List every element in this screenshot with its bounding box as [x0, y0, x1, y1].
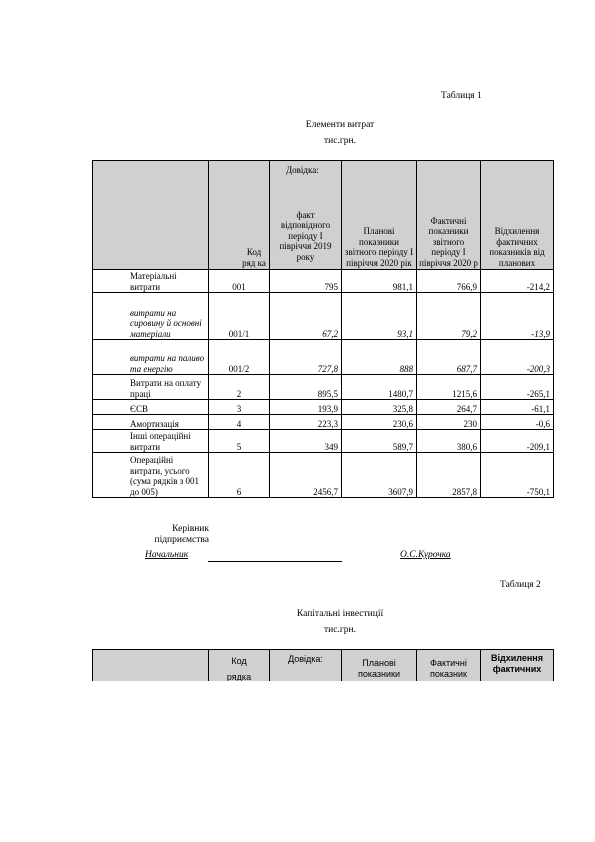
table-row	[93, 430, 554, 453]
row-planned: 589,7	[342, 430, 417, 453]
header-name	[93, 161, 209, 270]
table2-title: Капітальні інвестиції	[296, 609, 384, 619]
t2-header-reference: Довідка:	[270, 650, 342, 682]
table2-label: Таблиця 2	[500, 580, 541, 590]
row-code: 001	[209, 270, 270, 293]
row-name: Амортизація	[93, 415, 209, 430]
investments-table	[92, 649, 554, 681]
row-actual: 264,7	[417, 400, 481, 415]
header-deviation: Відхилення фактичних показників від планових	[481, 161, 554, 270]
row-actual: 766,9	[417, 270, 481, 293]
header-fact-prev: Довідка: факт відповідного періоду І півріччя 2019 року	[270, 161, 342, 270]
row-deviation: -750,1	[481, 453, 554, 498]
row-actual: 230	[417, 415, 481, 430]
row-fact-prev: 795	[270, 270, 342, 293]
header-reference: Довідка:	[286, 165, 319, 175]
row-code: 6	[209, 453, 270, 498]
row-actual: 687,7	[417, 340, 481, 375]
row-actual: 79,2	[417, 293, 481, 340]
signatory-name: О.С.Курочка	[400, 550, 451, 560]
table-row	[93, 453, 554, 498]
row-fact-prev: 895,5	[270, 375, 342, 400]
row-deviation: -209,1	[481, 430, 554, 453]
row-planned: 1480,7	[342, 375, 417, 400]
row-code: 2	[209, 375, 270, 400]
row-code: 4	[209, 415, 270, 430]
row-planned: 93,1	[342, 293, 417, 340]
table1-label: Таблиця 1	[441, 91, 482, 101]
row-fact-prev: 193,9	[270, 400, 342, 415]
row-deviation: -200,3	[481, 340, 554, 375]
row-name: Операційні витрати, усього (сума рядків з 001 до 005)	[93, 453, 209, 498]
row-fact-prev: 223,3	[270, 415, 342, 430]
row-actual: 1215,6	[417, 375, 481, 400]
table2-units: тис.грн.	[324, 625, 356, 635]
row-code: 3	[209, 400, 270, 415]
row-deviation: -61,1	[481, 400, 554, 415]
table2-clip	[92, 649, 554, 681]
header-code: Код ряд ка	[209, 161, 270, 270]
row-planned: 325,8	[342, 400, 417, 415]
row-actual: 2857,8	[417, 453, 481, 498]
row-planned: 981,1	[342, 270, 417, 293]
table-row	[93, 400, 554, 415]
t2-header-name	[93, 650, 209, 682]
row-planned: 230,6	[342, 415, 417, 430]
signatory-position: Начальник	[145, 550, 189, 560]
row-name: Інші операційні витрати	[93, 430, 209, 453]
row-name: витрати на паливо та енергію	[93, 340, 209, 375]
t2-header-planned: Планові показники	[342, 650, 417, 682]
row-code: 5	[209, 430, 270, 453]
table1-header-row	[93, 161, 554, 270]
table-row	[93, 415, 554, 430]
row-fact-prev: 727,8	[270, 340, 342, 375]
signature-line	[208, 561, 342, 562]
row-planned: 888	[342, 340, 417, 375]
expenses-table	[92, 160, 554, 498]
row-fact-prev: 2456,7	[270, 453, 342, 498]
row-deviation: -13,9	[481, 293, 554, 340]
row-code: 001/1	[209, 293, 270, 340]
row-deviation: -0,6	[481, 415, 554, 430]
header-planned: Планові показники звітного періоду І півріччя 2020 рік	[342, 161, 417, 270]
table2-header-row	[93, 650, 554, 682]
row-fact-prev: 349	[270, 430, 342, 453]
row-code: 001/2	[209, 340, 270, 375]
table-row	[93, 270, 554, 293]
table1-title: Елементи витрат	[305, 120, 375, 130]
row-name: Матеріальні витрати	[93, 270, 209, 293]
t2-header-actual: Фактичні показник	[417, 650, 481, 682]
row-name: Витрати на оплату праці	[93, 375, 209, 400]
row-deviation: -265,1	[481, 375, 554, 400]
head-label: Керівник підприємства	[154, 524, 209, 545]
row-deviation: -214,2	[481, 270, 554, 293]
table1-units: тис.грн.	[324, 136, 356, 146]
row-name: витрати на сировину й основні матеріали	[93, 293, 209, 340]
row-actual: 380,6	[417, 430, 481, 453]
table-row	[93, 340, 554, 375]
row-planned: 3607,9	[342, 453, 417, 498]
table-row	[93, 375, 554, 400]
row-name: ЄСВ	[93, 400, 209, 415]
table-row	[93, 293, 554, 340]
t2-header-deviation: Відхилення фактичних	[481, 650, 554, 682]
row-fact-prev: 67,2	[270, 293, 342, 340]
t2-header-code: Код рядка	[209, 650, 270, 682]
header-actual: Фактичні показники звітного періоду І півріччя 2020 р	[417, 161, 481, 270]
